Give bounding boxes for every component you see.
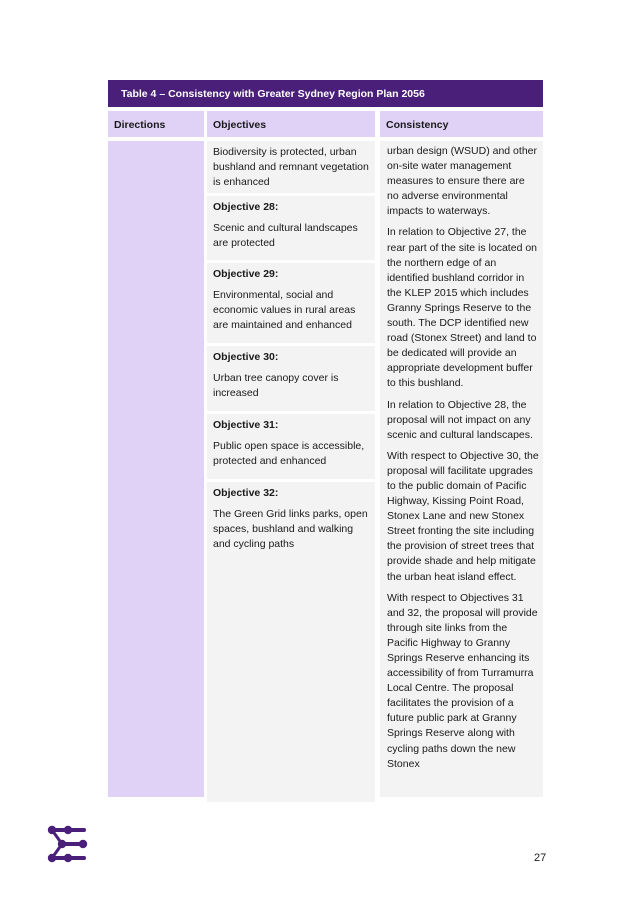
directions-cell: [108, 141, 204, 797]
consistency-paragraph: In relation to Objective 27, the rear part of the site is located on the northern edge of an identified bushland corridor in the KLEP 2015 which includes Granny Springs Reserve to the south. The DCP identified new road (Stonex Street) and land to be dedicated will provide an appropriate development buffer to this bushland.: [387, 226, 537, 390]
consistency-paragraph: In relation to Objective 28, the proposal will not impact on any scenic and cultural landscapes.: [387, 398, 533, 441]
objective-item: [207, 482, 375, 802]
objective-item: [207, 196, 375, 260]
objective-item: [207, 141, 375, 193]
objective-title: Objective 29:: [213, 268, 279, 280]
objective-title: Objective 30:: [213, 351, 279, 363]
objective-text: Urban tree canopy cover is increased: [213, 372, 339, 399]
objective-text: The Green Grid links parks, open spaces, bushland and walking and cycling paths: [213, 508, 368, 550]
page-number: 27: [534, 852, 547, 864]
objective-title: Objective 32:: [213, 487, 279, 499]
table-title: Table 4 – Consistency with Greater Sydney Region Plan 2056: [108, 80, 543, 107]
objective-item: [207, 263, 375, 343]
consistency-paragraph: With respect to Objectives 31 and 32, the proposal will provide through site links from the Pacific Highway to Granny Springs Reserve enhancing its accessibility of from Turramurra Local Centre. The proposal facilitates the provision of a future public park at Granny Springs Reserve along with cycling paths down the new Stonex: [387, 591, 538, 770]
objective-item: [207, 346, 375, 411]
objective-text: Biodiversity is protected, urban bushland and remnant vegetation is enhanced: [213, 146, 369, 188]
objective-item: [207, 414, 375, 479]
objectives-column: [207, 141, 375, 802]
objective-text: Scenic and cultural landscapes are protected: [213, 222, 358, 249]
objective-title: Objective 28:: [213, 201, 279, 213]
objective-title: Objective 31:: [213, 419, 279, 431]
header-directions: Directions: [108, 111, 204, 137]
brand-logo-icon: [47, 825, 89, 863]
consistency-paragraph: urban design (WSUD) and other on-site water management measures to ensure there are no adverse environmental impacts to waterways.: [387, 145, 537, 218]
header-consistency: Consistency: [380, 111, 543, 137]
consistency-cell: [380, 141, 543, 797]
header-objectives: Objectives: [207, 111, 375, 137]
objective-text: Public open space is accessible, protected and enhanced: [213, 440, 365, 467]
objective-text: Environmental, social and economic values in rural areas are maintained and enhanced: [213, 289, 356, 331]
consistency-paragraph: With respect to Objective 30, the proposal will facilitate upgrades to the public domain of Pacific Highway, Kissing Point Road, Stonex Lane and new Stonex Street fronting the site including the provision of street trees that provide shade and help mitigate the urban heat island effect.: [387, 449, 539, 583]
